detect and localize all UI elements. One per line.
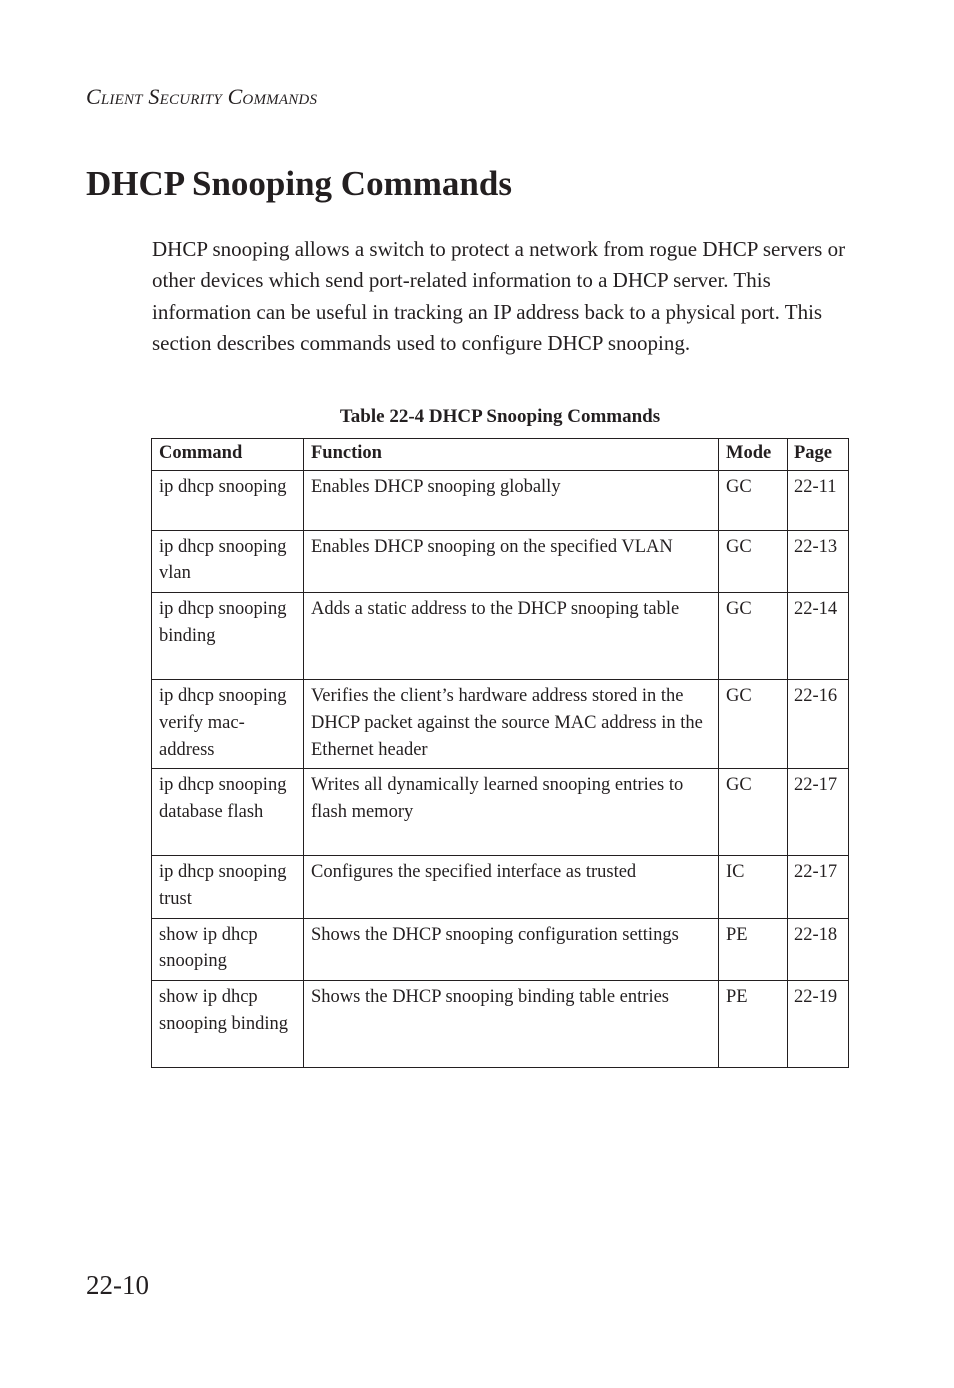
command-cell: ip dhcp snooping verify mac-address bbox=[152, 680, 304, 769]
function-cell: Enables DHCP snooping globally bbox=[304, 470, 719, 530]
table-caption: Table 22-4 DHCP Snooping Commands bbox=[339, 406, 661, 427]
mode-cell: PE bbox=[719, 918, 788, 980]
mode-cell: GC bbox=[719, 530, 788, 592]
table-header-row bbox=[152, 439, 849, 471]
function-cell: Shows the DHCP snooping configuration settings bbox=[304, 918, 719, 980]
command-cell: ip dhcp snooping trust bbox=[152, 856, 304, 918]
page-cell: 22-18 bbox=[788, 918, 849, 980]
section-title: DHCP Snooping Commands bbox=[86, 164, 512, 203]
table-row bbox=[152, 769, 849, 856]
command-cell: ip dhcp snooping vlan bbox=[152, 530, 304, 592]
page-cell: 22-14 bbox=[788, 593, 849, 680]
mode-cell: IC bbox=[719, 856, 788, 918]
table-row bbox=[152, 530, 849, 592]
table-row bbox=[152, 593, 849, 680]
page-cell: 22-11 bbox=[788, 470, 849, 530]
mode-cell: GC bbox=[719, 769, 788, 856]
table-row bbox=[152, 981, 849, 1068]
dhcp-snooping-commands-table bbox=[151, 438, 849, 1068]
page-cell: 22-13 bbox=[788, 530, 849, 592]
column-header-command: Command bbox=[152, 439, 304, 471]
page-cell: 22-16 bbox=[788, 680, 849, 769]
command-cell: show ip dhcp snooping binding bbox=[152, 981, 304, 1068]
mode-cell: PE bbox=[719, 981, 788, 1068]
function-cell: Adds a static address to the DHCP snooping table bbox=[304, 593, 719, 680]
command-cell: show ip dhcp snooping bbox=[152, 918, 304, 980]
table-row bbox=[152, 470, 849, 530]
page-cell: 22-19 bbox=[788, 981, 849, 1068]
table-row bbox=[152, 918, 849, 980]
column-header-function: Function bbox=[304, 439, 719, 471]
table-row bbox=[152, 856, 849, 918]
mode-cell: GC bbox=[719, 470, 788, 530]
command-cell: ip dhcp snooping bbox=[152, 470, 304, 530]
function-cell: Writes all dynamically learned snooping entries to flash memory bbox=[304, 769, 719, 856]
table-row bbox=[152, 680, 849, 769]
command-cell: ip dhcp snooping binding bbox=[152, 593, 304, 680]
running-header: Client Security Commands bbox=[86, 84, 318, 109]
mode-cell: GC bbox=[719, 680, 788, 769]
command-cell: ip dhcp snooping database flash bbox=[152, 769, 304, 856]
page-number: 22-10 bbox=[86, 1270, 149, 1300]
intro-paragraph: DHCP snooping allows a switch to protect a network from rogue DHCP servers or other devices which send port-related information to a DHCP server. This information can be useful in tracking an IP address back to a physical port. This section describes commands used to configure DHCP snooping. bbox=[152, 237, 846, 355]
function-cell: Verifies the client’s hardware address stored in the DHCP packet against the source MAC address in the Ethernet header bbox=[304, 680, 719, 769]
column-header-page: Page bbox=[788, 439, 849, 471]
page-cell: 22-17 bbox=[788, 769, 849, 856]
mode-cell: GC bbox=[719, 593, 788, 680]
function-cell: Configures the specified interface as trusted bbox=[304, 856, 719, 918]
function-cell: Shows the DHCP snooping binding table entries bbox=[304, 981, 719, 1068]
column-header-mode: Mode bbox=[719, 439, 788, 471]
page-cell: 22-17 bbox=[788, 856, 849, 918]
function-cell: Enables DHCP snooping on the specified VLAN bbox=[304, 530, 719, 592]
